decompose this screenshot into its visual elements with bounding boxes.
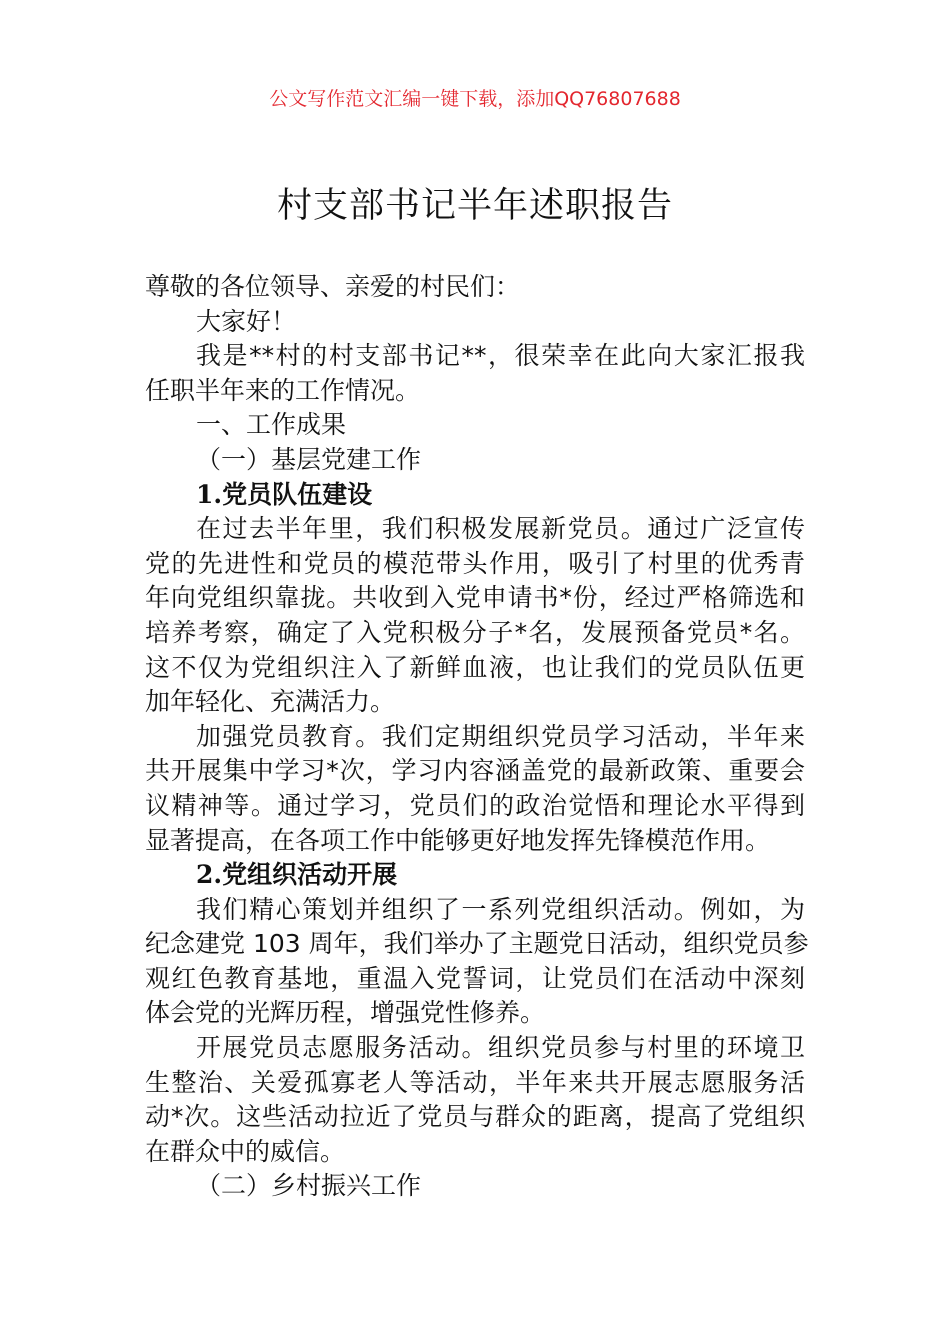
text-line: 大家好！ [196,306,297,336]
text-line: 党的先进性和党员的模范带头作用，吸引了村里的优秀青 [145,548,805,578]
text-line: （二）乡村振兴工作 [196,1171,422,1201]
text-line: 培养考察，确定了入党积极分子*名，发展预备党员*名。 [145,617,805,647]
paragraph [145,720,805,858]
text-line: （一）基层党建工作 [196,444,422,474]
text-line: 加年轻化、充满活力。 [145,687,396,717]
text-line: 在群众中的威信。 [145,1136,346,1166]
text-line: 任职半年来的工作情况。 [145,375,421,405]
paragraph [145,1031,805,1169]
paragraph [145,512,805,720]
salutation [145,270,805,305]
paragraph [145,339,805,408]
section-heading [145,408,805,443]
download-watermark: 公文写作范文汇编一键下载，添加QQ76807688 [269,88,681,110]
text-line: 动*次。这些活动拉近了党员与群众的距离，提高了党组织 [145,1102,805,1132]
text-line: 一、工作成果 [196,410,347,440]
paragraph [145,893,809,1031]
section-heading [145,443,805,478]
text-line: 议精神等。通过学习，党员们的政治觉悟和理论水平得到 [145,790,805,820]
subsection-heading [145,858,805,893]
text-line: 加强党员教育。我们定期组织党员学习活动，半年来 [196,721,805,751]
text-line: 体会党的光辉历程，增强党性修养。 [145,998,546,1028]
text-line: 我是**村的村支部书记**，很荣幸在此向大家汇报我 [196,341,805,371]
text-line: 在过去半年里，我们积极发展新党员。通过广泛宣传 [196,514,805,544]
text-line: 开展党员志愿服务活动。组织党员参与村里的环境卫 [196,1033,805,1063]
text-line: 纪念建党 103 周年，我们举办了主题党日活动，组织党员参 [145,929,809,959]
document-title: 村支部书记半年述职报告 [276,186,673,226]
paragraph [145,305,805,340]
text-line: 共开展集中学习*次，学习内容涵盖党的最新政策、重要会 [145,756,805,786]
document-body [145,270,809,1204]
text-line: 尊敬的各位领导、亲爱的村民们： [145,272,521,301]
text-line: 生整治、关爱孤寡老人等活动，半年来共开展志愿服务活 [145,1067,805,1097]
text-line: 显著提高，在各项工作中能够更好地发挥先锋模范作用。 [145,825,771,855]
subsection-heading [145,478,805,513]
text-line: 1.党员队伍建设 [196,479,373,509]
text-line: 2.党组织活动开展 [196,860,398,890]
text-line: 观红色教育基地，重温入党誓词，让党员们在活动中深刻 [145,963,805,993]
text-line: 我们精心策划并组织了一系列党组织活动。例如，为 [196,894,805,924]
text-line: 年向党组织靠拢。共收到入党申请书*份，经过严格筛选和 [145,583,805,613]
text-line: 这不仅为党组织注入了新鲜血液，也让我们的党员队伍更 [145,652,805,682]
section-heading [145,1169,805,1204]
